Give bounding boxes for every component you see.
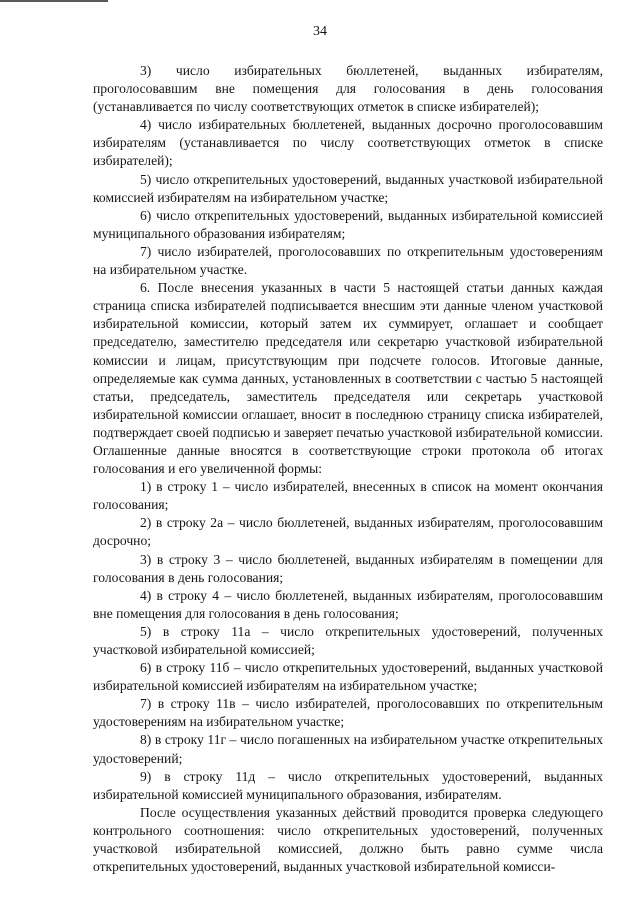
paragraph-line-11a: 5) в строку 11а – число открепительных удостоверений, полученных участковой избирательной комиссией; bbox=[93, 623, 603, 657]
paragraph-item-6-certificates-issued-municipal: 6) число открепительных удостоверений, выданных избирательной комиссией муниципального образования избирателям; bbox=[93, 207, 603, 241]
paragraph-item-7-voters-by-certificates: 7) число избирателей, проголосовавших по открепительным удостоверениям на избирательном участке. bbox=[93, 243, 603, 278]
paragraph-line-11v: 7) в строку 11в – число избирателей, проголосовавших по открепительным удостоверениям на избирательном участке; bbox=[93, 696, 603, 730]
body-text bbox=[93, 62, 603, 876]
top-edge-rule bbox=[0, 0, 108, 2]
paragraph-item-5-certificates-issued-precinct: 5) число открепительных удостоверений, выданных участковой избирательной комиссией избирателям на избирательном участке; bbox=[93, 171, 603, 205]
paragraph-line-4: 4) в строку 4 – число бюллетеней, выданных избирателям, проголосовавшим вне помещения для голосования в день голосования; bbox=[93, 587, 603, 621]
paragraph-line-1: 1) в строку 1 – число избирателей, внесенных в список на момент окончания голосования; bbox=[93, 479, 603, 513]
page-number: 34 bbox=[313, 24, 327, 39]
paragraph-item-3-ballots-outside-premises: 3) число избирательных бюллетеней, выданных избирателям, проголосовавшим вне помещения для голосования в день голосования (устанавливается по числу соответствующих отметок в списке избирателей); bbox=[93, 63, 603, 115]
paragraph-line-11b: 6) в строку 11б – число открепительных удостоверений, выданных участковой избирательной комиссией избирателям на избирательном участке; bbox=[93, 660, 603, 694]
paragraph-line-2a: 2) в строку 2а – число бюллетеней, выданных избирателям, проголосовавшим досрочно; bbox=[93, 515, 603, 549]
paragraph-item-4-early-ballots: 4) число избирательных бюллетеней, выданных досрочно проголосовавшим избирателям (устанавливается по числу соответствующих отметок в списке избирателей); bbox=[93, 117, 603, 169]
paragraph-line-3: 3) в строку 3 – число бюллетеней, выданных избирателям в помещении для голосования в день голосования; bbox=[93, 551, 603, 585]
paragraph-line-11d: 9) в строку 11д – число открепительных удостоверений, выданных избирательной комиссией муниципального образования, избирателям. bbox=[93, 768, 603, 802]
paragraph-part-6-main: 6. После внесения указанных в части 5 настоящей статьи данных каждая страница списка избирателей подписывается внесшим эти данные членом участковой избирательной комиссии, который затем их суммирует, оглашает и сообщает председателю, заместителю председателя или секретарю участковой избирательной комиссии и лицам, присутствующим при подсчете голосов. Итоговые данные, определяемые как сумма данных, установленных в соответствии с частью 5 настоящей статьи, председатель, заместитель председателя или секретарь участковой избирательной комиссии оглашает, вносит в последнюю страницу списка избирателей, подтверждает своей подписью и заверяет печатью участковой избирательной комиссии. Оглашенные данные вносятся в соответствующие строки протокола об итогах голосования и его увеличенной формы: bbox=[93, 280, 603, 477]
paragraph-control-ratio: После осуществления указанных действий проводится проверка следующего контрольного соотношения: число открепительных удостоверений, полученных участковой избирательной комиссией, должно быть равно сумме числа открепительных удостоверений, выданных участковой избирательной комисси- bbox=[93, 804, 603, 875]
paragraph-line-11g: 8) в строку 11г – число погашенных на избирательном участке открепительных удостоверений; bbox=[93, 732, 603, 766]
